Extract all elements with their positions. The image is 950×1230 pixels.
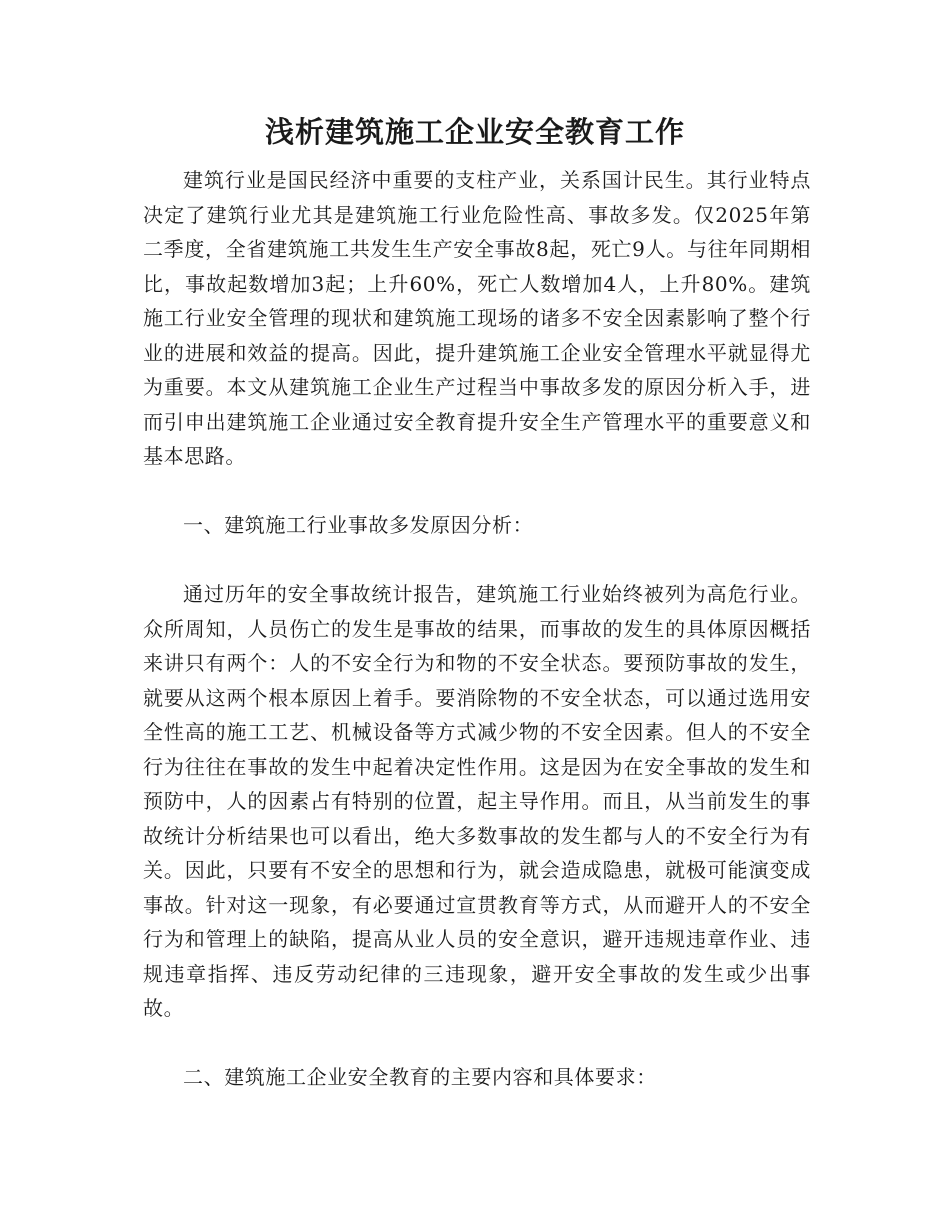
section-heading-2: 二、建筑施工企业安全教育的主要内容和具体要求： (183, 1065, 657, 1089)
intro-paragraph: 建筑行业是国民经济中重要的支柱产业，关系国计民生。其行业特点决定了建筑行业尤其是建筑施工行业危险性高、事故多发。仅2025年第二季度，全省建筑施工共发生生产安全事故8起，死亡9人。与往年同期相比，事故起数增加3起；上升60%，死亡人数增加4人，上升80%。建筑施工行业安全管理的现状和建筑施工现场的诸多不安全因素影响了整个行业的进展和效益的提高。因此，提升建筑施工企业安全管理水平就显得尤为重要。本文从建筑施工企业生产过程当中事故多发的原因分析入手，进而引申出建筑施工企业通过安全教育提升安全生产管理水平的重要意义和基本思路。 (143, 168, 811, 468)
document-title: 浅析建筑施工企业安全教育工作 (264, 115, 685, 149)
section-1-paragraph: 通过历年的安全事故统计报告，建筑施工行业始终被列为高危行业。众所周知，人员伤亡的发生是事故的结果，而事故的发生的具体原因概括来讲只有两个：人的不安全行为和物的不安全状态。要预防事故的发生，就要从这两个根本原因上着手。要消除物的不安全状态，可以通过选用安全性高的施工工艺、机械设备等方式减少物的不安全因素。但人的不安全行为往往在事故的发生中起着决定性作用。这是因为在安全事故的发生和预防中，人的因素占有特别的位置，起主导作用。而且，从当前发生的事故统计分析结果也可以看出，绝大多数事故的发生都与人的不安全行为有关。因此，只要有不安全的思想和行为，就会造成隐患，就极可能演变成事故。针对这一现象，有必要通过宣贯教育等方式，从而避开人的不安全行为和管理上的缺陷，提高从业人员的安全意识，避开违规违章作业、违规违章指挥、违反劳动纪律的三违现象，避开安全事故的发生或少出事故。 (143, 582, 811, 1020)
paragraph-spacer (143, 1026, 811, 1061)
paragraph-spacer (143, 474, 811, 509)
paragraph-spacer (143, 543, 811, 578)
section-heading-1: 一、建筑施工行业事故多发原因分析： (183, 513, 534, 537)
document-body (143, 163, 811, 1095)
